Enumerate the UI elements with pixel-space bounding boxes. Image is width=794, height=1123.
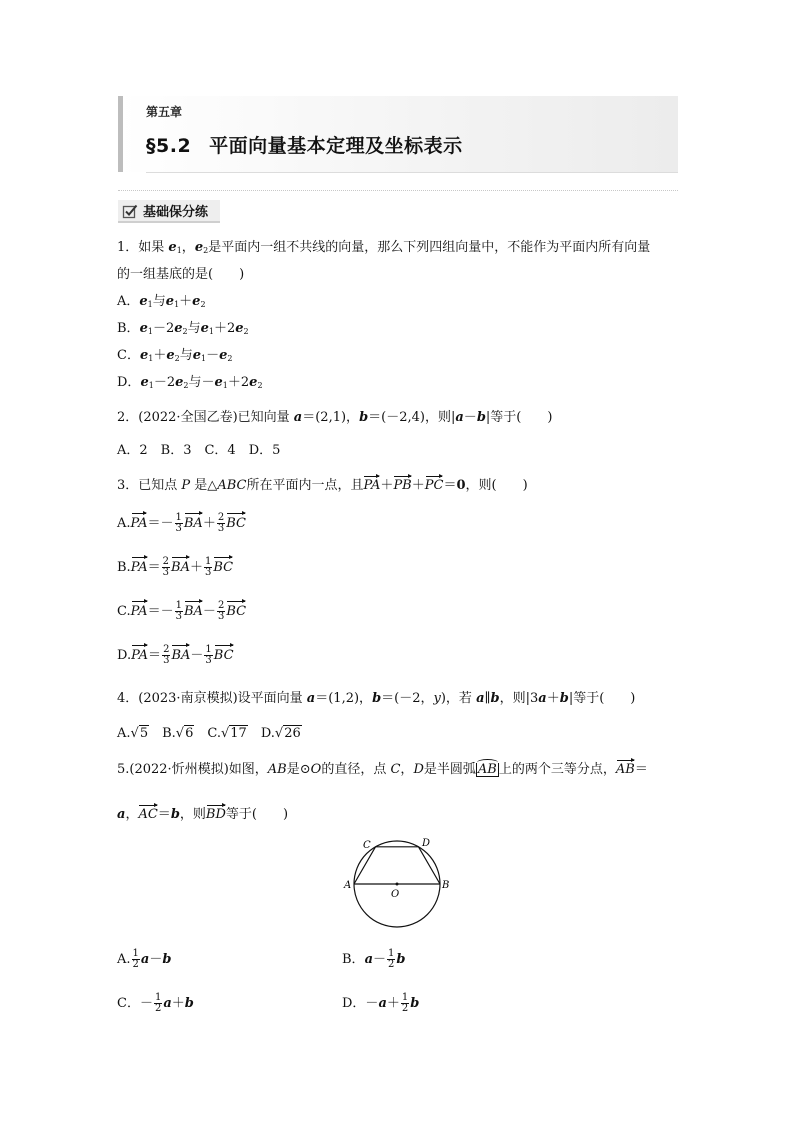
q4-options: A.√5 B.√6 C.√17 D.√26 bbox=[117, 726, 301, 741]
option-letter: A． bbox=[117, 294, 140, 309]
word-yu: 与 bbox=[152, 294, 166, 309]
q5-stem-line2: a，AC＝b，则BD等于( ) bbox=[117, 807, 289, 822]
q5-option-d: D．－a＋ $\frac{1}{2}$ b bbox=[342, 991, 420, 1014]
q1-text-b: 是平面内一组不共线的向量，那么下列四组向量中，不能作为平面内所有向量 bbox=[208, 240, 651, 255]
q5-text-end: 等于( ) bbox=[225, 807, 289, 822]
q2-number: 2． bbox=[117, 410, 139, 425]
center-point bbox=[396, 883, 399, 886]
section-title-text: 平面向量基本定理及坐标表示 bbox=[209, 135, 463, 157]
q2-b-value: ＝(－2,4)，则| bbox=[368, 410, 456, 425]
chords bbox=[354, 847, 440, 884]
q4-source: (2023·南京模拟) bbox=[138, 691, 238, 706]
q1-option-b: B．$e_1-2e_2$与$e_1+2e_2$ bbox=[117, 321, 249, 336]
q3-zero-vector: 0 bbox=[456, 478, 466, 493]
label-c: C bbox=[363, 840, 371, 851]
q3-text-c: 所在平面内一点，且 bbox=[246, 478, 364, 493]
q2-text-end: |等于( ) bbox=[485, 410, 553, 425]
q4-option-c-value: 17 bbox=[230, 726, 247, 741]
check-box-icon bbox=[122, 203, 138, 219]
chapter-label: 第五章 bbox=[146, 105, 183, 119]
q2-a-value: ＝(2,1)， bbox=[302, 410, 360, 425]
q1-number: 1． bbox=[117, 240, 139, 255]
q3-option-d: D.PA＝ $\frac{2}{3}$ BA－ $\frac{1}{3}$ BC bbox=[117, 643, 234, 666]
section-title bbox=[146, 131, 463, 158]
q5-option-b: B．a－ $\frac{1}{2}$ b bbox=[342, 947, 406, 970]
q2-text-a: 已知向量 bbox=[237, 410, 294, 425]
q1-stem: 1．如果 $e_1$，$e_2$是平面内一组不共线的向量，那么下列四组向量中，不能作为平面内所有向量 bbox=[117, 240, 651, 255]
q4-y: y bbox=[433, 691, 441, 706]
word-yu: 与 bbox=[187, 321, 201, 336]
q2-source: (2022·全国乙卷) bbox=[138, 410, 238, 425]
label-d: D bbox=[422, 838, 431, 849]
q4-stem: 4．(2023·南京模拟)设平面向量 a＝(1,2)，b＝(－2，y)，若 a∥b，则|3a＋b|等于( ) bbox=[117, 691, 636, 706]
q3-option-c: C.PA＝－ $\frac{1}{3}$ BA－ $\frac{2}{3}$ BC bbox=[117, 599, 247, 622]
q3-option-b: B.PA＝ $\frac{2}{3}$ BA＋ $\frac{1}{3}$ BC bbox=[117, 555, 234, 578]
option-letter: D． bbox=[117, 375, 141, 390]
chapter-accent-bar bbox=[118, 96, 123, 172]
q1-stem-line2: 的一组基底的是( ) bbox=[117, 267, 245, 282]
q3-number: 3． bbox=[117, 478, 139, 493]
option-letter: B． bbox=[117, 321, 140, 336]
header-dotted-divider bbox=[118, 190, 678, 191]
q3-text-b: 是△ bbox=[190, 478, 218, 493]
practice-tag bbox=[118, 200, 220, 223]
q4-number: 4． bbox=[117, 691, 139, 706]
circle-figure bbox=[340, 828, 460, 938]
label-o: O bbox=[391, 889, 400, 900]
q5-option-a: A. $\frac{1}{2}$ a－b bbox=[117, 947, 172, 970]
q5-number: 5. bbox=[117, 762, 130, 777]
word-yu: 与 bbox=[188, 375, 202, 390]
section-number: §5.2 bbox=[146, 135, 192, 157]
q4-option-a-value: 5 bbox=[139, 726, 149, 741]
q4-option-d-value: 26 bbox=[284, 726, 301, 741]
q4-text-a: 设平面向量 bbox=[237, 691, 307, 706]
header-divider bbox=[146, 172, 678, 173]
q5-text-b: 是⊙ bbox=[286, 762, 311, 777]
q4-text-b: )，若 bbox=[440, 691, 477, 706]
q5-stem: 5.(2022·忻州模拟)如图，AB是⊙O的直径，点 C，D是半圆弧 AB 上的两个三等分点，AB＝ bbox=[117, 762, 648, 777]
q5-text-d: 是半圆弧 bbox=[423, 762, 476, 777]
q1-option-c: C．$e_1+e_2$与$e_1-e_2$ bbox=[117, 348, 233, 363]
q3-text-a: 已知点 bbox=[138, 478, 182, 493]
q5-source: (2022·忻州模拟) bbox=[129, 762, 229, 777]
q5-option-c: C．－ $\frac{1}{2}$ a＋b bbox=[117, 991, 194, 1014]
q5-text-c: 的直径，点 bbox=[321, 762, 391, 777]
q1-option-d: D．$e_1-2e_2$与$-e_1+2e_2$ bbox=[117, 375, 263, 390]
q4-a-value: ＝(1,2)， bbox=[315, 691, 373, 706]
q3-stem: 3．已知点 P 是△ABC所在平面内一点，且PA＋PB＋PC＝0，则( ) bbox=[117, 478, 528, 493]
word-yu: 与 bbox=[179, 348, 193, 363]
q4-b-value: ＝(－2， bbox=[381, 691, 434, 706]
q2-stem: 2．(2022·全国乙卷)已知向量 a＝(2,1)，b＝(－2,4)，则|a－b|等于( ) bbox=[117, 410, 553, 425]
q1-option-a: A．$e_1$与$e_1+e_2$ bbox=[117, 294, 206, 309]
q4-option-b-value: 6 bbox=[185, 726, 194, 741]
q5-text-a: 如图， bbox=[228, 762, 268, 777]
q4-text-c: ，则|3 bbox=[499, 691, 539, 706]
q3-option-a: A.PA＝－ $\frac{1}{3}$ BA＋ $\frac{2}{3}$ BC bbox=[117, 511, 246, 534]
q3-text-end: ，则( ) bbox=[465, 478, 528, 493]
q1-text-a: 如果 bbox=[138, 240, 169, 255]
q2-options: A．2 B．3 C．4 D．5 bbox=[117, 443, 281, 458]
q4-text-end: |等于( ) bbox=[568, 691, 636, 706]
practice-tag-label: 基础保分练 bbox=[143, 205, 209, 220]
option-letter: C． bbox=[117, 348, 140, 363]
label-b: B bbox=[442, 880, 450, 891]
q5-text-e: 上的两个三等分点， bbox=[498, 762, 616, 777]
label-a: A bbox=[344, 880, 352, 891]
